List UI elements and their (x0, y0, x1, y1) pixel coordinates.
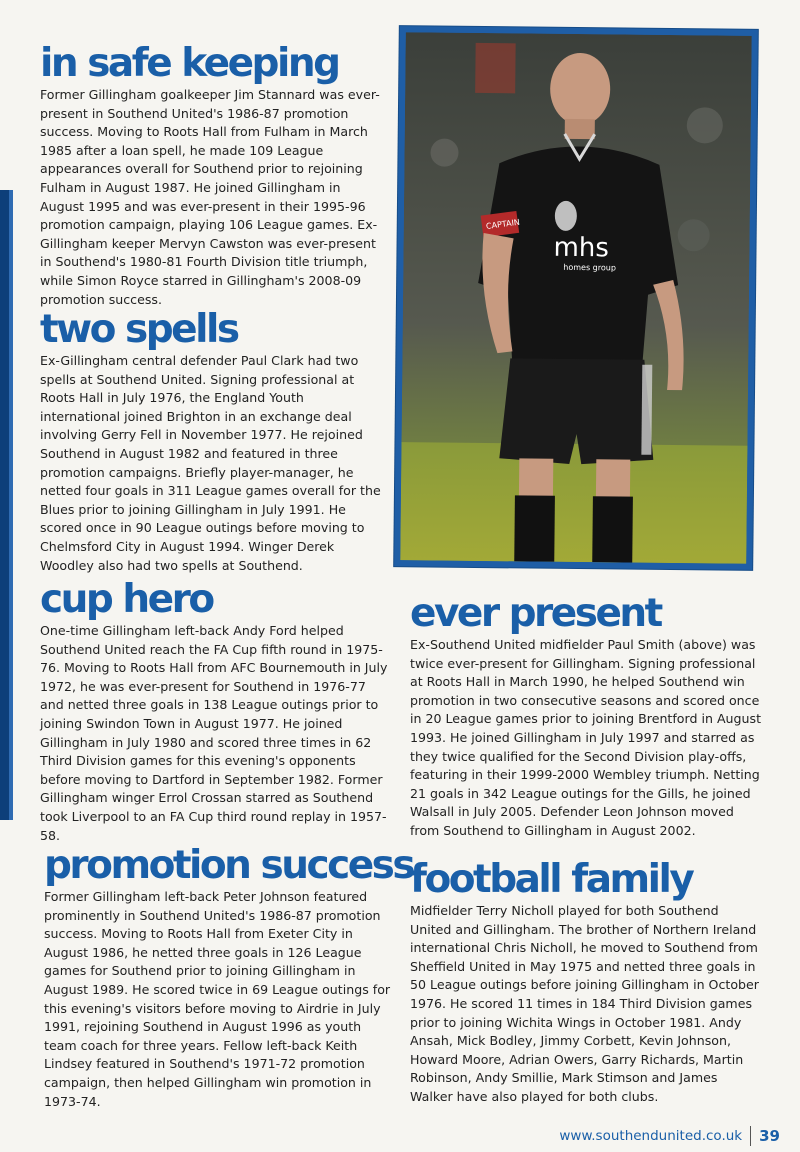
adjacent-page-edge (0, 190, 13, 820)
section-cup-hero (40, 578, 390, 845)
section-heading: ever present (410, 591, 661, 636)
footer-divider (750, 1126, 751, 1146)
footer-website-link[interactable]: www.southendunited.co.uk (559, 1128, 743, 1144)
section-football-family (410, 858, 762, 1107)
section-body: Midfielder Terry Nicholl played for both Southend United and Gillingham. The brother of Northern Ireland international Chris Nicholl, he moved to Southend from Sheffield United in May 1975 and netted three goals in 50 League outings before joining Gillingham in October 1976. He scored 11 times in 184 Third Division games prior to joining Wichita Wings in October 1981. Andy Ansah, Mick Bodley, Jimmy Corbett, Kevin Johnson, Howard Moore, Adrian Owers, Garry Richards, Martin Robinson, Andy Smillie, Mark Stimson and James Walker have also played for both clubs. (410, 903, 759, 1104)
section-heading: football family (410, 857, 693, 902)
section-ever-present (410, 592, 762, 841)
section-heading: two spells (40, 307, 238, 352)
section-promotion-success (44, 843, 414, 1111)
player-photo-image (400, 32, 752, 564)
section-body: Former Gillingham goalkeeper Jim Stannard was ever-present in Southend United's 1986-87 promotion success. Moving to Roots Hall from Fulham in March 1985 after a loan spell, he made 109 League appearances overall for Southend prior to rejoining Fulham in August 1987. He joined Gillingham in August 1995 and was ever-present in their 1995-96 promotion campaign, playing 106 League games. Ex-Gillingham keeper Mervyn Cawston was ever-present in Southend's 1980-81 Fourth Division title triumph, while Simon Royce starred in Gillingham's 2008-09 promotion success. (40, 87, 380, 307)
section-heading: in safe keeping (40, 41, 339, 86)
section-body: One-time Gillingham left-back Andy Ford helped Southend United reach the FA Cup fifth round in 1975-76. Moving to Roots Hall from AFC Bournemouth in July 1972, he was ever-present for Southend in 1976-77 and netted three goals in 138 League outings prior to joining Swindon Town in August 1977. He joined Gillingham in July 1980 and scored three times in 62 Third Division games for this evening's opponents before moving to Dartford in September 1982. Former Gillingham winger Errol Crossan starred as Southend took Liverpool to an FA Cup third round replay in 1957-58. (40, 623, 388, 843)
armband-text: CAPTAIN (485, 217, 521, 231)
section-body: Ex-Gillingham central defender Paul Clark had two spells at Southend United. Signing professional at Roots Hall in July 1976, the England Youth international joined Brighton in an exchange deal involving Gerry Fell in November 1977. He rejoined Southend in August 1982 and featured in three promotion campaigns. Briefly player-manager, he netted four goals in 311 League games overall for the Blues prior to joining Gillingham in July 1991. He scored once in 90 League outings before moving to Chelmsford City in August 1994. Winger Derek Woodley also had two spells at Southend. (40, 353, 381, 573)
page-number: 39 (759, 1127, 780, 1145)
section-body: Former Gillingham left-back Peter Johnson featured prominently in Southend United's 1986-87 promotion success. Moving to Roots Hall from Exeter City in August 1986, he netted three goals in 126 League games for Southend prior to joining Gillingham in August 1989. He scored twice in 69 League outings for this evening's visitors before moving to Airdrie in July 1991, rejoining Southend in August 1996 as youth team coach for three years. Fellow left-back Keith Lindsey featured in Southend's 1971-72 promotion campaign, then helped Gillingham win promotion in 1973-74. (44, 889, 391, 1109)
section-in-safe-keeping (40, 42, 385, 309)
section-two-spells (40, 308, 385, 575)
shirt-sponsor-text: mhs (553, 232, 610, 264)
section-body: Ex-Southend United midfielder Paul Smith (above) was twice ever-present for Gillingham. Signing professional at Roots Hall in March 1990, he helped Southend win promotion in two consecutive seasons and scored once in 20 League games prior to joining Brentford in August 1993. He joined Gillingham in July 1997 and starred as they twice qualified for the Second Division play-offs, featuring in their 1999-2000 Wembley triumph. Netting 21 goals in 342 League outings for the Gills, he joined Walsall in July 2005. Defender Leon Johnson moved from Southend to Gillingham in August 2002. (410, 637, 762, 838)
section-heading: promotion success (44, 843, 414, 888)
shirt-sponsor-subtext: homes group (563, 262, 616, 273)
player-photo (394, 26, 758, 570)
page-footer (559, 1126, 780, 1146)
section-heading: cup hero (40, 577, 213, 622)
